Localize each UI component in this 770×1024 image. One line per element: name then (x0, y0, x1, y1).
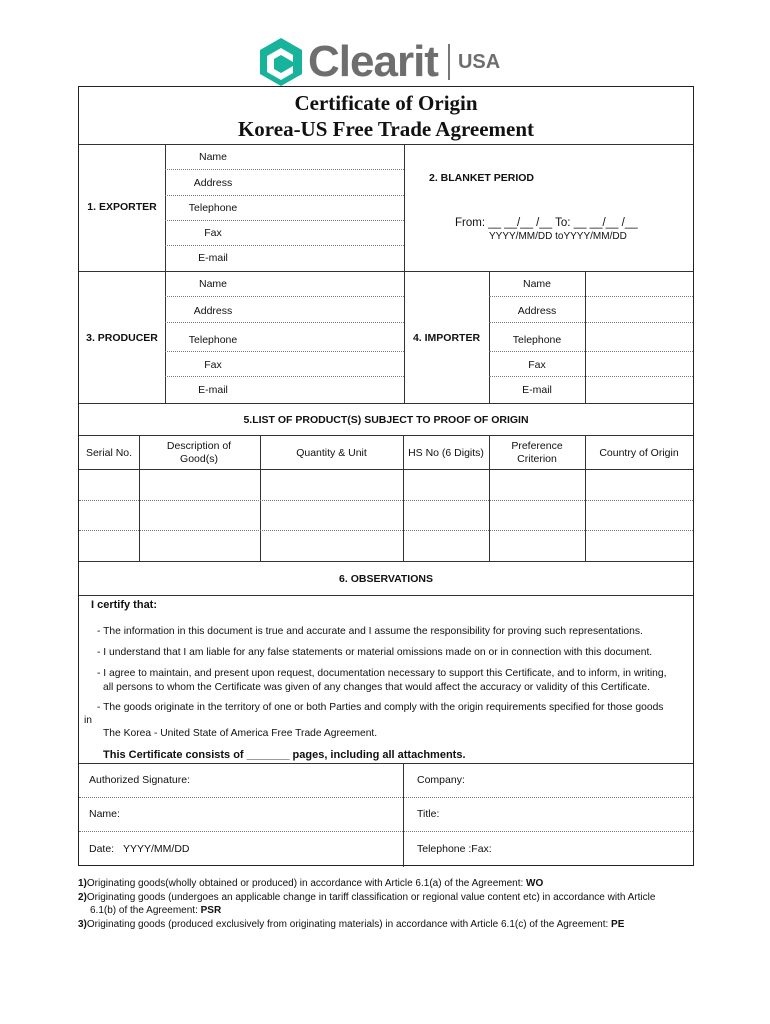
importer-email-label: E-mail (522, 384, 552, 396)
importer-label: 4. IMPORTER (412, 332, 481, 344)
logo-separator (448, 44, 450, 80)
certify-statement-3b: all persons to whom the Certificate was given of any changes that would affect the accuracy or validity of this Certificate. (103, 682, 650, 693)
producer-fax-label: Fax (204, 359, 222, 371)
exporter-name-label: Name (198, 151, 227, 163)
logo-wordmark: Clearit (308, 37, 438, 86)
col-country-of-origin: Country of Origin (599, 447, 679, 459)
authorized-signature-label: Authorized Signature: (89, 774, 190, 786)
clearit-logo (258, 36, 518, 88)
blanket-period-label: 2. BLANKET PERIOD (428, 172, 534, 184)
title-label: Title: (417, 808, 440, 820)
producer-telephone-label: Telephone (188, 334, 238, 346)
producer-name-label: Name (198, 278, 227, 290)
clearit-logo-icon (258, 36, 304, 88)
telephone-fax-label: Telephone :Fax: (417, 843, 492, 855)
logo-region: USA (457, 50, 501, 73)
date-format: YYYY/MM/DD (123, 843, 190, 855)
certify-pages[interactable]: This Certificate consists of _______ pages, including all attachments. (103, 749, 466, 761)
exporter-address-label: Address (193, 177, 233, 189)
exporter-fax-label: Fax (204, 227, 222, 239)
producer-label: 3. PRODUCER (86, 332, 158, 344)
col-description: Description of Good(s) (166, 440, 232, 465)
certify-heading: I certify that: (91, 599, 158, 611)
col-preference-criterion: Preference Criterion (511, 440, 563, 465)
blanket-period-from-to[interactable]: From: __ __/__ /__ To: __ __/__ /__ (455, 217, 638, 229)
importer-name-label: Name (522, 278, 551, 290)
certify-statement-4c: The Korea - United State of America Free Trade Agreement. (103, 728, 378, 739)
exporter-telephone-label: Telephone (188, 202, 238, 214)
exporter-email-label: E-mail (198, 252, 228, 264)
title-line-2: Korea-US Free Trade Agreement (237, 117, 535, 141)
footnote-3: 3)Originating goods (produced exclusively from originating materials) in accordance with Article 6.1(c) of the Agreement: PE (78, 918, 625, 930)
name-label: Name: (89, 808, 120, 820)
producer-email-label: E-mail (198, 384, 228, 396)
blanket-period-format: YYYY/MM/DD toYYYY/MM/DD (489, 231, 627, 242)
date-label: Date: (89, 843, 115, 855)
footnote-1: 1)Originating goods(wholly obtained or produced) in accordance with Article 6.1(a) of the Agreement: WO (78, 878, 544, 889)
certify-statement-3a: - I agree to maintain, and present upon request, documentation necessary to support this Certificate, and to inform, in writing, (97, 668, 667, 679)
certificate-form (78, 86, 694, 866)
certify-statement-4b: in (84, 715, 93, 726)
col-quantity-unit: Quantity & Unit (296, 447, 367, 459)
certify-statement-4a: - The goods originate in the territory of one or both Parties and comply with the origin requirements specified for those goods (97, 702, 664, 713)
company-label: Company: (417, 774, 465, 786)
certify-statement-2: - I understand that I am liable for any false statements or material omissions made on or in connection with this document. (97, 647, 653, 658)
col-serial-no: Serial No. (85, 447, 133, 459)
certify-statement-1: - The information in this document is true and accurate and I assume the responsibility for proving such representations. (97, 626, 643, 637)
producer-address-label: Address (193, 305, 233, 317)
col-hs-no: HS No (6 Digits) (408, 447, 484, 459)
observations-heading: 6. OBSERVATIONS (339, 573, 433, 585)
importer-address-label: Address (517, 305, 557, 317)
exporter-label: 1. EXPORTER (87, 201, 157, 213)
importer-fax-label: Fax (528, 359, 546, 371)
footnote-2-cont: 6.1(b) of the Agreement: PSR (90, 905, 222, 916)
footnotes (78, 877, 710, 931)
importer-telephone-label: Telephone (512, 334, 562, 346)
title-line-1: Certificate of Origin (294, 91, 478, 115)
products-heading: 5.LIST OF PRODUCT(S) SUBJECT TO PROOF OF ORIGIN (243, 414, 529, 426)
footnote-2: 2)Originating goods (undergoes an applicable change in tariff classification or regional value content etc) in accordance with Article (78, 891, 656, 903)
